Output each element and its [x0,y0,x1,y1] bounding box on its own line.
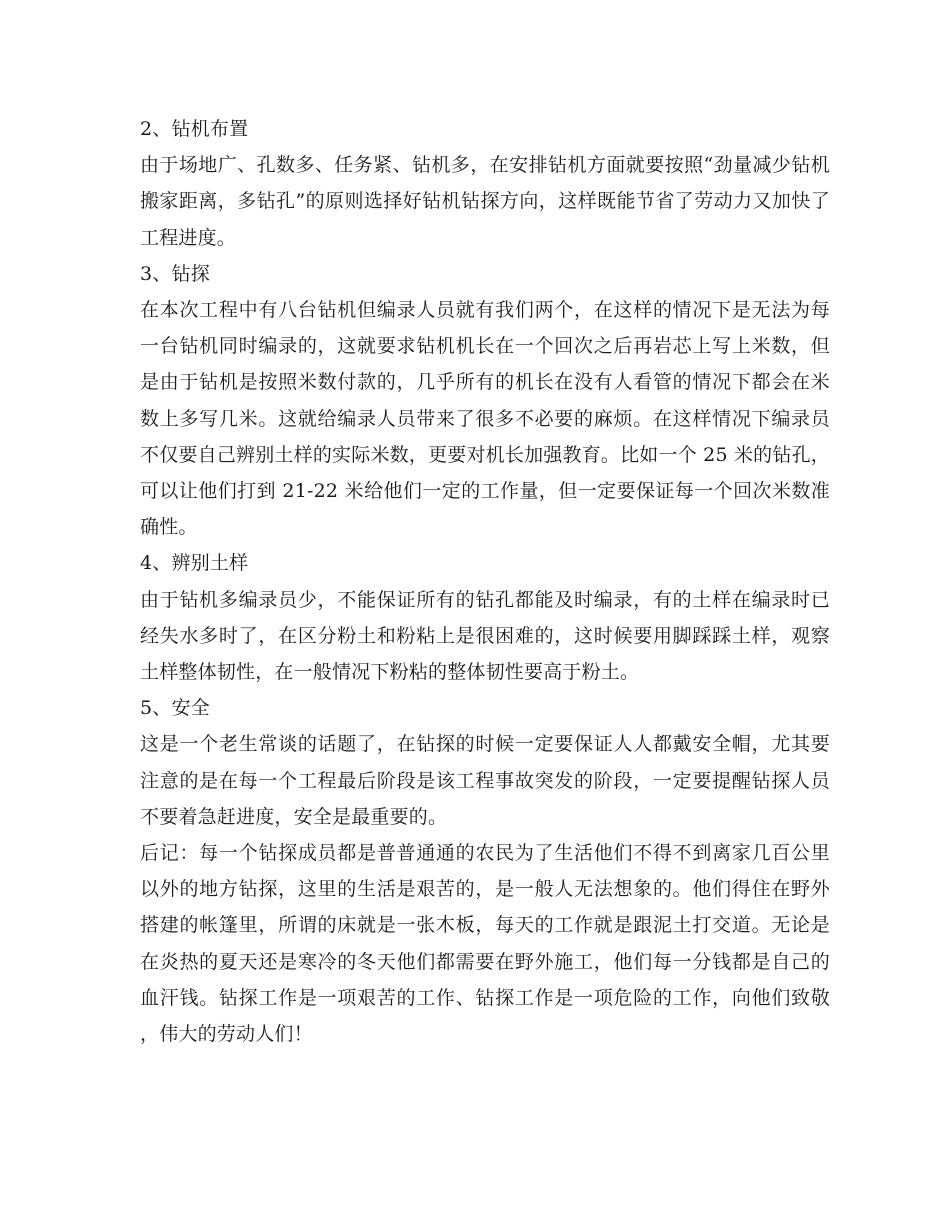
paragraph-drill-layout: 由于场地广、孔数多、任务紧、钻机多，在安排钻机方面就要按照“劲量减少钻机搬家距离，多钻孔”的原则选择好钻机钻探方向，这样既能节省了劳动力又加快了工程进度。 [140,154,830,249]
paragraph-postscript: 后记：每一个钻探成员都是普普通通的农民为了生活他们不得不到离家几百公里以外的地方钻探，这里的生活是艰苦的，是一般人无法想象的。他们得住在野外搭建的帐篷里，所谓的床就是一张木板，每天的工作就是跟泥土打交道。无论是在炎热的夏天还是寒冷的冬天他们都需要在野外施工，他们每一分钱都是自己的血汗钱。钻探工作是一项艰苦的工作、钻探工作是一项危险的工作，向他们致敬，伟大的劳动人们！ [140,842,830,1046]
section-heading-drill-layout: 2、钻机布置 [140,118,249,140]
paragraph-soil-identification: 由于钻机多编录员少，不能保证所有的钻孔都能及时编录，有的土样在编录时已经失水多时了，在区分粉土和粉粘上是很困难的，这时候要用脚踩踩土样，观察土样整体韧性，在一般情况下粉粘的整体韧性要高于粉土。 [140,588,830,684]
document-page [140,111,830,1052]
section-heading-soil-identification: 4、辨别土样 [140,552,249,575]
section-heading-safety: 5、安全 [140,697,210,720]
section-heading-drilling: 3、钻探 [140,262,210,285]
paragraph-drilling: 在本次工程中有八台钻机但编录人员就有我们两个，在这样的情况下是无法为每一台钻机同时编录的，这就要求钻机机长在一个回次之后再岩芯上写上米数，但是由于钻机是按照米数付款的，几乎所有的机长在没有人看管的情况下都会在米数上多写几米。这就给编录人员带来了很多不必要的麻烦。在这样情况下编录员不仅要自己辨别土样的实际米数，更要对机长加强教育。比如一个 25 米的钻孔，可以让他们打到 21-22 米给他们一定的工作量，但一定要保证每一个回次米数准确性。 [140,299,830,539]
paragraph-safety: 这是一个老生常谈的话题了，在钻探的时候一定要保证人人都戴安全帽，尤其要注意的是在每一个工程最后阶段是该工程事故突发的阶段，一定要提醒钻探人员不要着急赶进度，安全是最重要的。 [140,733,830,828]
